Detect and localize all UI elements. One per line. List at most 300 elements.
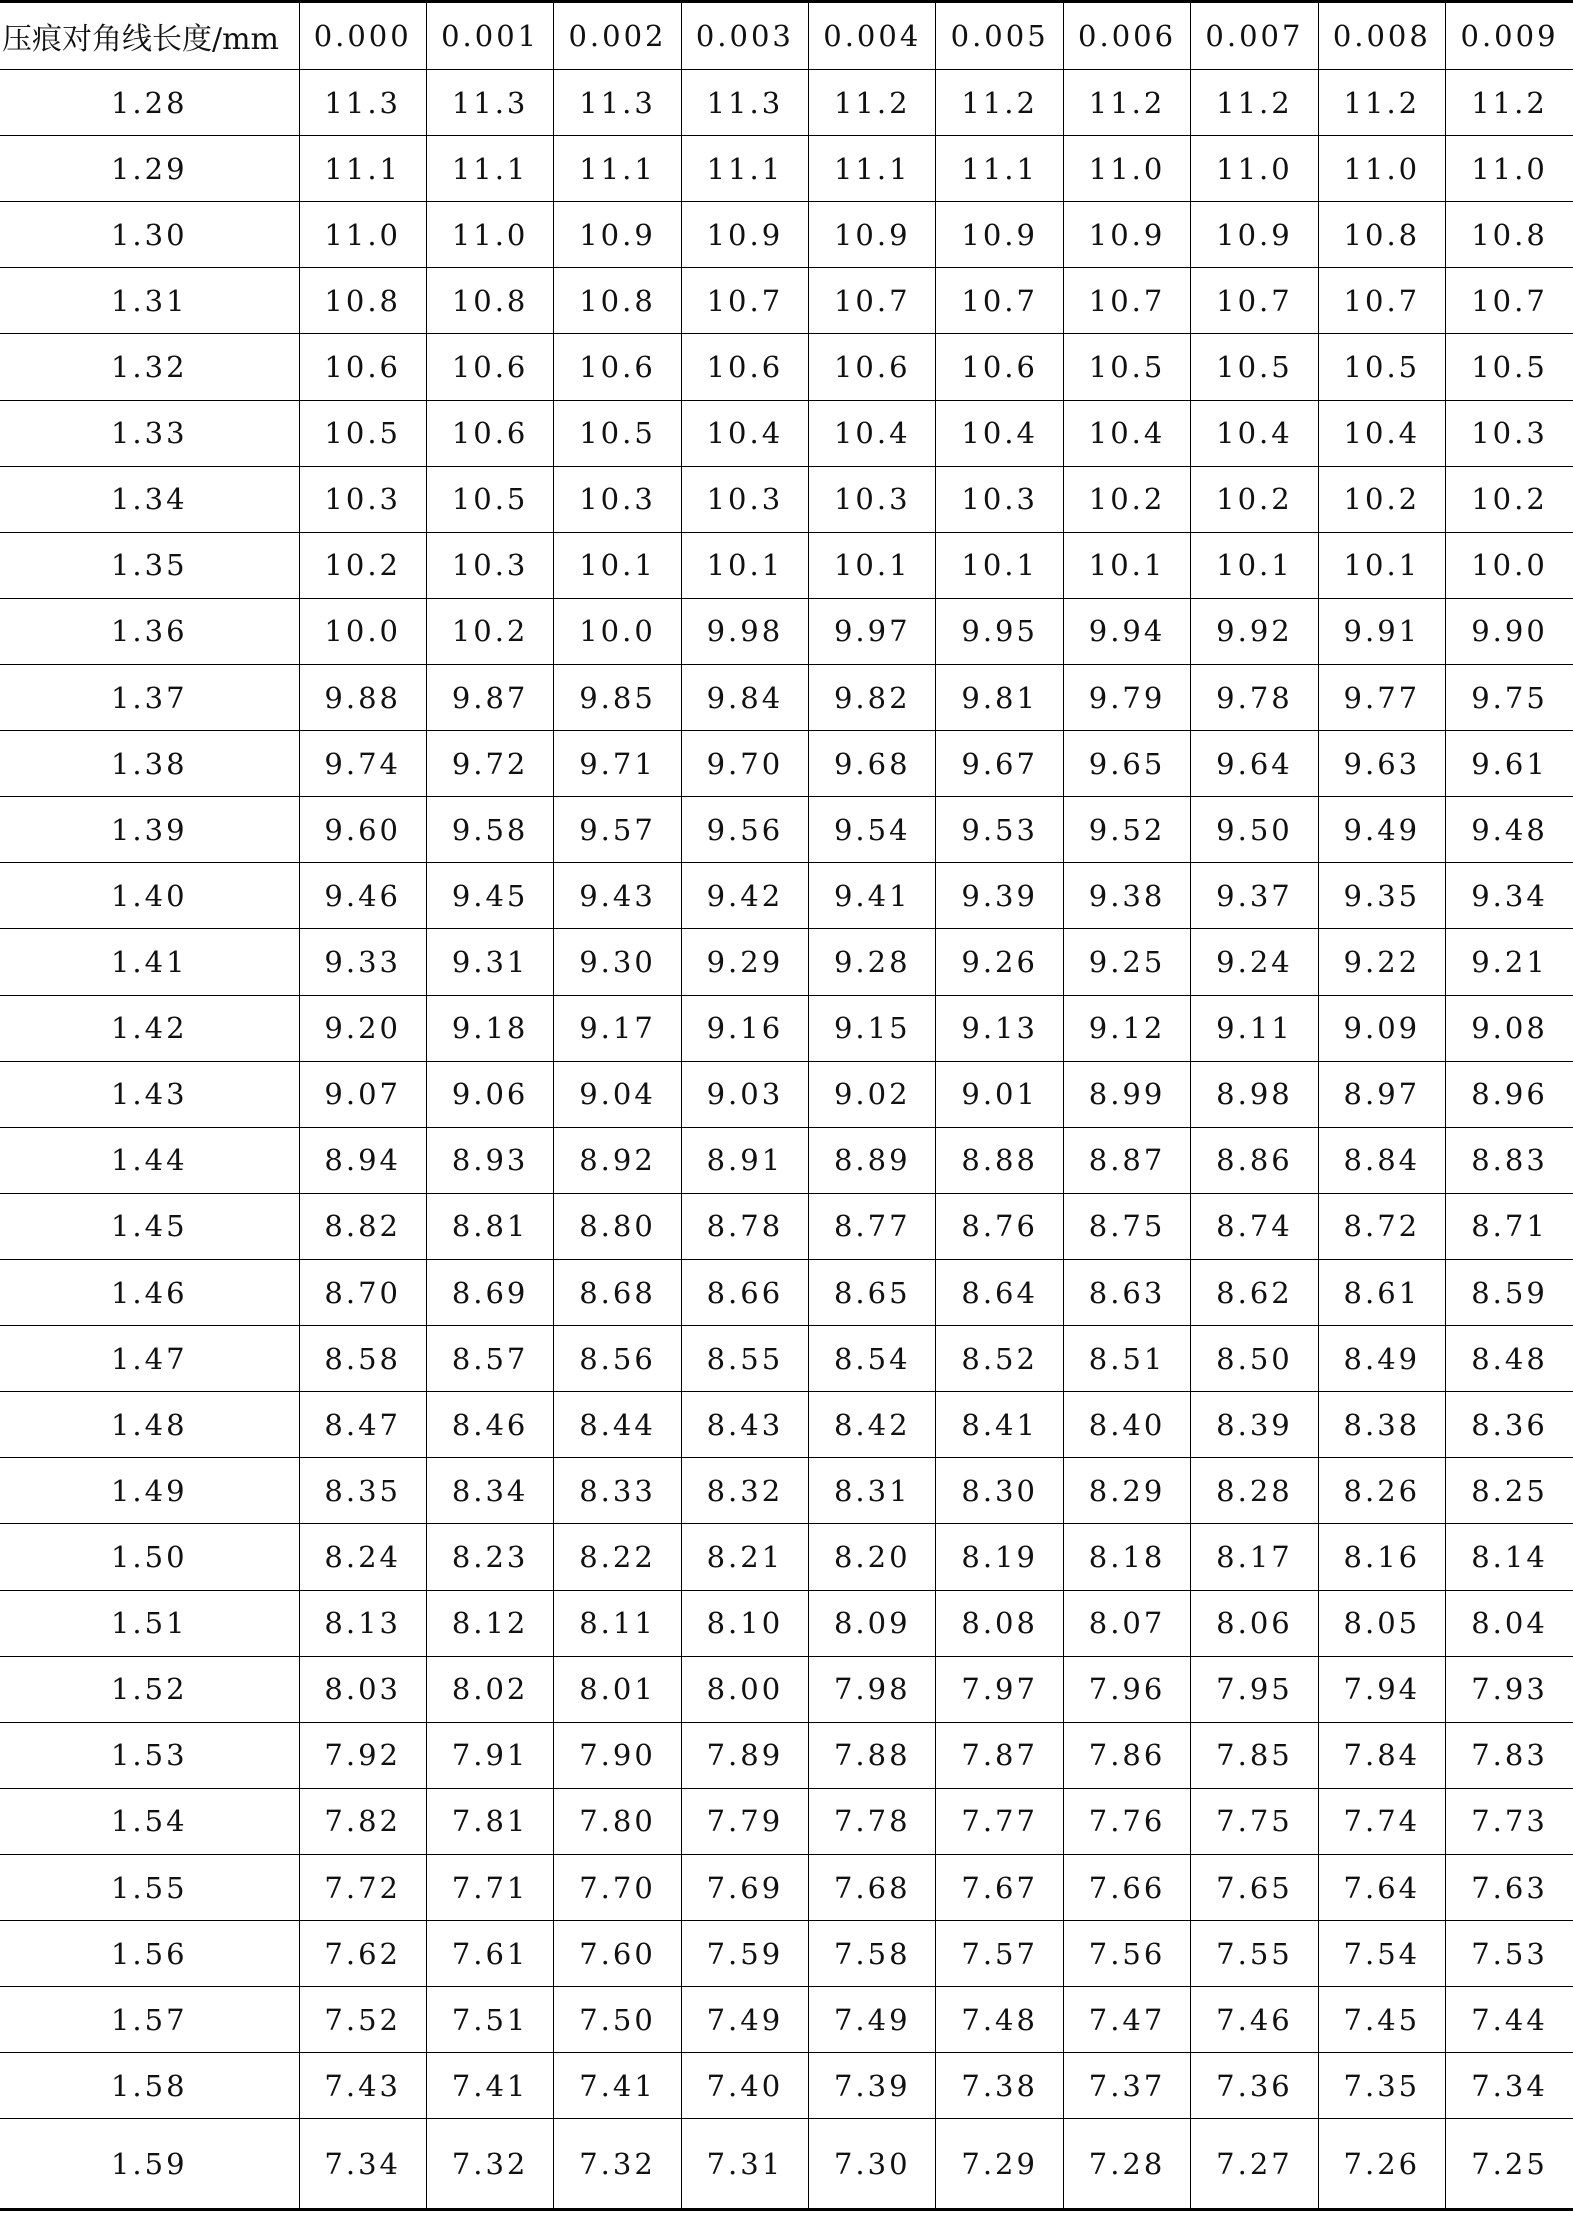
table-cell: 10.9 bbox=[681, 202, 808, 268]
table-cell: 8.57 bbox=[426, 1326, 553, 1392]
row-label: 1.41 bbox=[0, 929, 299, 995]
table-cell: 8.44 bbox=[554, 1392, 681, 1458]
table-cell: 8.13 bbox=[299, 1590, 426, 1656]
table-cell: 7.61 bbox=[426, 1921, 553, 1987]
table-cell: 9.81 bbox=[936, 664, 1063, 730]
table-cell: 11.1 bbox=[554, 136, 681, 202]
table-cell: 9.97 bbox=[809, 598, 936, 664]
table-cell: 7.28 bbox=[1063, 2119, 1190, 2210]
table-cell: 8.10 bbox=[681, 1590, 808, 1656]
row-label: 1.58 bbox=[0, 2053, 299, 2119]
column-header: 0.008 bbox=[1318, 2, 1445, 70]
table-cell: 7.87 bbox=[936, 1722, 1063, 1788]
table-cell: 10.2 bbox=[1191, 466, 1318, 532]
table-cell: 7.90 bbox=[554, 1722, 681, 1788]
column-header: 0.002 bbox=[554, 2, 681, 70]
row-label: 1.47 bbox=[0, 1326, 299, 1392]
row-label: 1.39 bbox=[0, 797, 299, 863]
table-cell: 7.51 bbox=[426, 1987, 553, 2053]
table-cell: 7.83 bbox=[1446, 1722, 1573, 1788]
table-row bbox=[0, 1458, 1573, 1524]
table-cell: 10.1 bbox=[1318, 532, 1445, 598]
table-row bbox=[0, 1524, 1573, 1590]
table-cell: 10.3 bbox=[809, 466, 936, 532]
table-row bbox=[0, 1987, 1573, 2053]
table-cell: 9.49 bbox=[1318, 797, 1445, 863]
table-body bbox=[0, 70, 1573, 2210]
table-cell: 11.3 bbox=[299, 70, 426, 136]
table-cell: 10.2 bbox=[1063, 466, 1190, 532]
row-label: 1.54 bbox=[0, 1788, 299, 1854]
table-cell: 7.91 bbox=[426, 1722, 553, 1788]
table-cell: 7.72 bbox=[299, 1854, 426, 1920]
table-cell: 11.1 bbox=[299, 136, 426, 202]
table-cell: 7.45 bbox=[1318, 1987, 1445, 2053]
table-cell: 9.64 bbox=[1191, 731, 1318, 797]
table-header bbox=[0, 2, 1573, 70]
table-row bbox=[0, 995, 1573, 1061]
table-cell: 9.94 bbox=[1063, 598, 1190, 664]
table-cell: 9.28 bbox=[809, 929, 936, 995]
row-label: 1.31 bbox=[0, 268, 299, 334]
table-cell: 8.98 bbox=[1191, 1061, 1318, 1127]
table-cell: 7.92 bbox=[299, 1722, 426, 1788]
table-cell: 8.66 bbox=[681, 1259, 808, 1325]
table-cell: 8.50 bbox=[1191, 1326, 1318, 1392]
table-cell: 10.0 bbox=[1446, 532, 1573, 598]
table-cell: 8.08 bbox=[936, 1590, 1063, 1656]
table-cell: 7.53 bbox=[1446, 1921, 1573, 1987]
table-cell: 8.87 bbox=[1063, 1127, 1190, 1193]
table-cell: 9.91 bbox=[1318, 598, 1445, 664]
table-row bbox=[0, 202, 1573, 268]
table-cell: 9.20 bbox=[299, 995, 426, 1061]
table-cell: 8.20 bbox=[809, 1524, 936, 1590]
table-cell: 10.7 bbox=[681, 268, 808, 334]
table-cell: 7.93 bbox=[1446, 1656, 1573, 1722]
table-cell: 7.34 bbox=[299, 2119, 426, 2210]
table-cell: 8.12 bbox=[426, 1590, 553, 1656]
table-cell: 11.1 bbox=[426, 136, 553, 202]
table-cell: 8.21 bbox=[681, 1524, 808, 1590]
table-cell: 8.24 bbox=[299, 1524, 426, 1590]
table-cell: 7.40 bbox=[681, 2053, 808, 2119]
row-label: 1.44 bbox=[0, 1127, 299, 1193]
table-cell: 7.25 bbox=[1446, 2119, 1573, 2210]
table-cell: 7.70 bbox=[554, 1854, 681, 1920]
table-cell: 9.87 bbox=[426, 664, 553, 730]
table-cell: 10.8 bbox=[426, 268, 553, 334]
table-cell: 9.12 bbox=[1063, 995, 1190, 1061]
table-cell: 8.06 bbox=[1191, 1590, 1318, 1656]
table-cell: 7.84 bbox=[1318, 1722, 1445, 1788]
table-cell: 7.66 bbox=[1063, 1854, 1190, 1920]
table-cell: 8.25 bbox=[1446, 1458, 1573, 1524]
table-cell: 7.77 bbox=[936, 1788, 1063, 1854]
table-cell: 10.5 bbox=[299, 400, 426, 466]
table-cell: 9.68 bbox=[809, 731, 936, 797]
table-cell: 7.65 bbox=[1191, 1854, 1318, 1920]
table-cell: 9.42 bbox=[681, 863, 808, 929]
table-row bbox=[0, 2053, 1573, 2119]
table-row bbox=[0, 797, 1573, 863]
table-cell: 8.02 bbox=[426, 1656, 553, 1722]
table-cell: 9.65 bbox=[1063, 731, 1190, 797]
table-cell: 10.7 bbox=[1446, 268, 1573, 334]
table-cell: 8.28 bbox=[1191, 1458, 1318, 1524]
table-cell: 9.50 bbox=[1191, 797, 1318, 863]
table-cell: 9.54 bbox=[809, 797, 936, 863]
row-label: 1.57 bbox=[0, 1987, 299, 2053]
row-label: 1.53 bbox=[0, 1722, 299, 1788]
table-cell: 10.2 bbox=[426, 598, 553, 664]
table-cell: 7.85 bbox=[1191, 1722, 1318, 1788]
table-row bbox=[0, 598, 1573, 664]
table-cell: 9.09 bbox=[1318, 995, 1445, 1061]
table-cell: 9.84 bbox=[681, 664, 808, 730]
table-cell: 9.01 bbox=[936, 1061, 1063, 1127]
table-cell: 10.1 bbox=[554, 532, 681, 598]
table-cell: 7.44 bbox=[1446, 1987, 1573, 2053]
table-cell: 9.75 bbox=[1446, 664, 1573, 730]
table-cell: 8.35 bbox=[299, 1458, 426, 1524]
table-cell: 10.3 bbox=[936, 466, 1063, 532]
table-cell: 7.35 bbox=[1318, 2053, 1445, 2119]
table-row bbox=[0, 1590, 1573, 1656]
table-cell: 9.60 bbox=[299, 797, 426, 863]
column-header: 0.009 bbox=[1446, 2, 1573, 70]
table-cell: 11.2 bbox=[1446, 70, 1573, 136]
table-cell: 10.4 bbox=[1063, 400, 1190, 466]
table-cell: 7.49 bbox=[809, 1987, 936, 2053]
table-cell: 8.39 bbox=[1191, 1392, 1318, 1458]
table-cell: 10.7 bbox=[809, 268, 936, 334]
table-cell: 8.34 bbox=[426, 1458, 553, 1524]
table-cell: 10.5 bbox=[554, 400, 681, 466]
table-cell: 9.06 bbox=[426, 1061, 553, 1127]
table-cell: 11.3 bbox=[554, 70, 681, 136]
table-cell: 8.65 bbox=[809, 1259, 936, 1325]
table-row bbox=[0, 1392, 1573, 1458]
table-cell: 10.0 bbox=[554, 598, 681, 664]
table-cell: 8.22 bbox=[554, 1524, 681, 1590]
table-cell: 8.19 bbox=[936, 1524, 1063, 1590]
table-cell: 8.42 bbox=[809, 1392, 936, 1458]
table-cell: 8.41 bbox=[936, 1392, 1063, 1458]
table-cell: 11.0 bbox=[1318, 136, 1445, 202]
table-cell: 9.35 bbox=[1318, 863, 1445, 929]
row-label: 1.28 bbox=[0, 70, 299, 136]
table-cell: 9.58 bbox=[426, 797, 553, 863]
table-cell: 7.73 bbox=[1446, 1788, 1573, 1854]
table-cell: 7.41 bbox=[554, 2053, 681, 2119]
table-cell: 11.3 bbox=[681, 70, 808, 136]
table-cell: 9.72 bbox=[426, 731, 553, 797]
table-cell: 10.1 bbox=[809, 532, 936, 598]
table-cell: 10.5 bbox=[426, 466, 553, 532]
table-cell: 7.60 bbox=[554, 1921, 681, 1987]
table-cell: 8.75 bbox=[1063, 1193, 1190, 1259]
table-cell: 10.8 bbox=[1318, 202, 1445, 268]
table-cell: 11.0 bbox=[1446, 136, 1573, 202]
table-row bbox=[0, 1656, 1573, 1722]
table-cell: 9.92 bbox=[1191, 598, 1318, 664]
table-cell: 9.38 bbox=[1063, 863, 1190, 929]
table-cell: 8.84 bbox=[1318, 1127, 1445, 1193]
table-cell: 9.37 bbox=[1191, 863, 1318, 929]
row-label: 1.49 bbox=[0, 1458, 299, 1524]
table-row bbox=[0, 1788, 1573, 1854]
table-cell: 8.81 bbox=[426, 1193, 553, 1259]
row-label: 1.40 bbox=[0, 863, 299, 929]
table-cell: 10.6 bbox=[809, 334, 936, 400]
table-cell: 7.76 bbox=[1063, 1788, 1190, 1854]
table-cell: 8.54 bbox=[809, 1326, 936, 1392]
table-cell: 7.82 bbox=[299, 1788, 426, 1854]
table-cell: 7.80 bbox=[554, 1788, 681, 1854]
table-cell: 10.3 bbox=[681, 466, 808, 532]
table-cell: 8.96 bbox=[1446, 1061, 1573, 1127]
row-label: 1.32 bbox=[0, 334, 299, 400]
table-cell: 8.86 bbox=[1191, 1127, 1318, 1193]
table-row bbox=[0, 1193, 1573, 1259]
table-row bbox=[0, 1259, 1573, 1325]
table-cell: 9.11 bbox=[1191, 995, 1318, 1061]
table-cell: 7.59 bbox=[681, 1921, 808, 1987]
table-cell: 11.1 bbox=[681, 136, 808, 202]
table-cell: 7.79 bbox=[681, 1788, 808, 1854]
table-cell: 7.49 bbox=[681, 1987, 808, 2053]
row-label: 1.52 bbox=[0, 1656, 299, 1722]
table-cell: 8.61 bbox=[1318, 1259, 1445, 1325]
table-cell: 7.39 bbox=[809, 2053, 936, 2119]
table-cell: 8.63 bbox=[1063, 1259, 1190, 1325]
column-header: 0.005 bbox=[936, 2, 1063, 70]
table-cell: 8.56 bbox=[554, 1326, 681, 1392]
table-row bbox=[0, 1326, 1573, 1392]
table-cell: 10.1 bbox=[681, 532, 808, 598]
table-cell: 10.6 bbox=[554, 334, 681, 400]
table-cell: 8.94 bbox=[299, 1127, 426, 1193]
table-cell: 10.2 bbox=[1446, 466, 1573, 532]
table-cell: 8.91 bbox=[681, 1127, 808, 1193]
table-cell: 11.1 bbox=[809, 136, 936, 202]
table-cell: 9.13 bbox=[936, 995, 1063, 1061]
table-cell: 7.27 bbox=[1191, 2119, 1318, 2210]
table-cell: 7.30 bbox=[809, 2119, 936, 2210]
table-cell: 10.0 bbox=[299, 598, 426, 664]
table-cell: 10.5 bbox=[1063, 334, 1190, 400]
table-row bbox=[0, 1061, 1573, 1127]
table-cell: 9.82 bbox=[809, 664, 936, 730]
table-cell: 7.55 bbox=[1191, 1921, 1318, 1987]
table-cell: 8.11 bbox=[554, 1590, 681, 1656]
table-row bbox=[0, 136, 1573, 202]
table-cell: 7.63 bbox=[1446, 1854, 1573, 1920]
table-cell: 9.88 bbox=[299, 664, 426, 730]
table-cell: 8.92 bbox=[554, 1127, 681, 1193]
table-cell: 7.81 bbox=[426, 1788, 553, 1854]
table-cell: 9.90 bbox=[1446, 598, 1573, 664]
table-cell: 10.6 bbox=[426, 400, 553, 466]
table-cell: 8.48 bbox=[1446, 1326, 1573, 1392]
table-row bbox=[0, 466, 1573, 532]
table-cell: 7.74 bbox=[1318, 1788, 1445, 1854]
table-cell: 7.68 bbox=[809, 1854, 936, 1920]
row-label: 1.51 bbox=[0, 1590, 299, 1656]
table-cell: 9.02 bbox=[809, 1061, 936, 1127]
table-cell: 9.21 bbox=[1446, 929, 1573, 995]
table-cell: 9.53 bbox=[936, 797, 1063, 863]
table-cell: 8.76 bbox=[936, 1193, 1063, 1259]
table-cell: 9.04 bbox=[554, 1061, 681, 1127]
table-cell: 11.2 bbox=[1318, 70, 1445, 136]
table-cell: 8.74 bbox=[1191, 1193, 1318, 1259]
row-label: 1.43 bbox=[0, 1061, 299, 1127]
table-cell: 10.8 bbox=[299, 268, 426, 334]
table-cell: 8.46 bbox=[426, 1392, 553, 1458]
table-cell: 9.07 bbox=[299, 1061, 426, 1127]
table-cell: 7.41 bbox=[426, 2053, 553, 2119]
table-cell: 9.85 bbox=[554, 664, 681, 730]
table-cell: 10.9 bbox=[809, 202, 936, 268]
row-label: 1.30 bbox=[0, 202, 299, 268]
row-label: 1.34 bbox=[0, 466, 299, 532]
table-row bbox=[0, 2119, 1573, 2210]
row-label: 1.36 bbox=[0, 598, 299, 664]
table-cell: 8.00 bbox=[681, 1656, 808, 1722]
table-cell: 7.52 bbox=[299, 1987, 426, 2053]
table-cell: 8.17 bbox=[1191, 1524, 1318, 1590]
table-cell: 11.0 bbox=[299, 202, 426, 268]
table-cell: 8.89 bbox=[809, 1127, 936, 1193]
table-cell: 9.30 bbox=[554, 929, 681, 995]
table-cell: 11.2 bbox=[936, 70, 1063, 136]
table-cell: 10.7 bbox=[1318, 268, 1445, 334]
table-cell: 10.6 bbox=[426, 334, 553, 400]
table-cell: 8.32 bbox=[681, 1458, 808, 1524]
table-cell: 8.62 bbox=[1191, 1259, 1318, 1325]
table-cell: 7.98 bbox=[809, 1656, 936, 1722]
table-cell: 8.43 bbox=[681, 1392, 808, 1458]
column-header: 0.007 bbox=[1191, 2, 1318, 70]
table-cell: 8.72 bbox=[1318, 1193, 1445, 1259]
table-cell: 9.41 bbox=[809, 863, 936, 929]
table-cell: 8.18 bbox=[1063, 1524, 1190, 1590]
header-row bbox=[0, 2, 1573, 70]
table-cell: 10.6 bbox=[299, 334, 426, 400]
table-cell: 10.3 bbox=[554, 466, 681, 532]
table-cell: 9.46 bbox=[299, 863, 426, 929]
table-cell: 8.77 bbox=[809, 1193, 936, 1259]
table-cell: 7.34 bbox=[1446, 2053, 1573, 2119]
table-cell: 10.4 bbox=[1318, 400, 1445, 466]
row-label: 1.50 bbox=[0, 1524, 299, 1590]
table-cell: 9.52 bbox=[1063, 797, 1190, 863]
table-cell: 7.88 bbox=[809, 1722, 936, 1788]
table-cell: 7.31 bbox=[681, 2119, 808, 2210]
table-cell: 9.45 bbox=[426, 863, 553, 929]
table-cell: 11.2 bbox=[1191, 70, 1318, 136]
table-cell: 7.58 bbox=[809, 1921, 936, 1987]
table-cell: 11.1 bbox=[936, 136, 1063, 202]
table-cell: 10.8 bbox=[554, 268, 681, 334]
table-cell: 7.86 bbox=[1063, 1722, 1190, 1788]
table-cell: 10.8 bbox=[1446, 202, 1573, 268]
table-cell: 8.51 bbox=[1063, 1326, 1190, 1392]
table-cell: 8.55 bbox=[681, 1326, 808, 1392]
table-cell: 8.04 bbox=[1446, 1590, 1573, 1656]
row-label: 1.35 bbox=[0, 532, 299, 598]
table-cell: 8.80 bbox=[554, 1193, 681, 1259]
table-cell: 9.71 bbox=[554, 731, 681, 797]
table-cell: 10.6 bbox=[936, 334, 1063, 400]
table-row bbox=[0, 929, 1573, 995]
table-row bbox=[0, 731, 1573, 797]
table-cell: 7.69 bbox=[681, 1854, 808, 1920]
table-cell: 7.32 bbox=[426, 2119, 553, 2210]
table-cell: 11.0 bbox=[1191, 136, 1318, 202]
column-header: 0.003 bbox=[681, 2, 808, 70]
table-cell: 9.48 bbox=[1446, 797, 1573, 863]
table-cell: 10.3 bbox=[299, 466, 426, 532]
table-cell: 10.4 bbox=[1191, 400, 1318, 466]
table-cell: 8.29 bbox=[1063, 1458, 1190, 1524]
table-cell: 8.68 bbox=[554, 1259, 681, 1325]
table-row bbox=[0, 1921, 1573, 1987]
table-cell: 10.7 bbox=[1191, 268, 1318, 334]
row-label: 1.55 bbox=[0, 1854, 299, 1920]
table-cell: 9.61 bbox=[1446, 731, 1573, 797]
row-label: 1.38 bbox=[0, 731, 299, 797]
table-cell: 7.37 bbox=[1063, 2053, 1190, 2119]
table-cell: 8.30 bbox=[936, 1458, 1063, 1524]
table-cell: 8.49 bbox=[1318, 1326, 1445, 1392]
table-cell: 9.98 bbox=[681, 598, 808, 664]
row-label: 1.48 bbox=[0, 1392, 299, 1458]
table-cell: 8.52 bbox=[936, 1326, 1063, 1392]
table-cell: 11.0 bbox=[426, 202, 553, 268]
table-cell: 7.78 bbox=[809, 1788, 936, 1854]
table-row bbox=[0, 400, 1573, 466]
table-cell: 8.82 bbox=[299, 1193, 426, 1259]
table-cell: 9.26 bbox=[936, 929, 1063, 995]
row-label: 1.37 bbox=[0, 664, 299, 730]
table-cell: 8.71 bbox=[1446, 1193, 1573, 1259]
table-cell: 9.70 bbox=[681, 731, 808, 797]
table-cell: 8.16 bbox=[1318, 1524, 1445, 1590]
table-cell: 9.57 bbox=[554, 797, 681, 863]
table-row bbox=[0, 268, 1573, 334]
table-cell: 9.17 bbox=[554, 995, 681, 1061]
column-header: 0.001 bbox=[426, 2, 553, 70]
table-cell: 8.14 bbox=[1446, 1524, 1573, 1590]
table-cell: 10.4 bbox=[809, 400, 936, 466]
table-cell: 8.33 bbox=[554, 1458, 681, 1524]
table-cell: 9.16 bbox=[681, 995, 808, 1061]
table-cell: 10.9 bbox=[1063, 202, 1190, 268]
table-cell: 9.79 bbox=[1063, 664, 1190, 730]
table-cell: 9.29 bbox=[681, 929, 808, 995]
table-cell: 8.78 bbox=[681, 1193, 808, 1259]
table-cell: 7.47 bbox=[1063, 1987, 1190, 2053]
table-cell: 8.03 bbox=[299, 1656, 426, 1722]
table-cell: 10.9 bbox=[554, 202, 681, 268]
table-cell: 10.7 bbox=[936, 268, 1063, 334]
table-cell: 9.25 bbox=[1063, 929, 1190, 995]
table-cell: 7.67 bbox=[936, 1854, 1063, 1920]
table-cell: 8.97 bbox=[1318, 1061, 1445, 1127]
